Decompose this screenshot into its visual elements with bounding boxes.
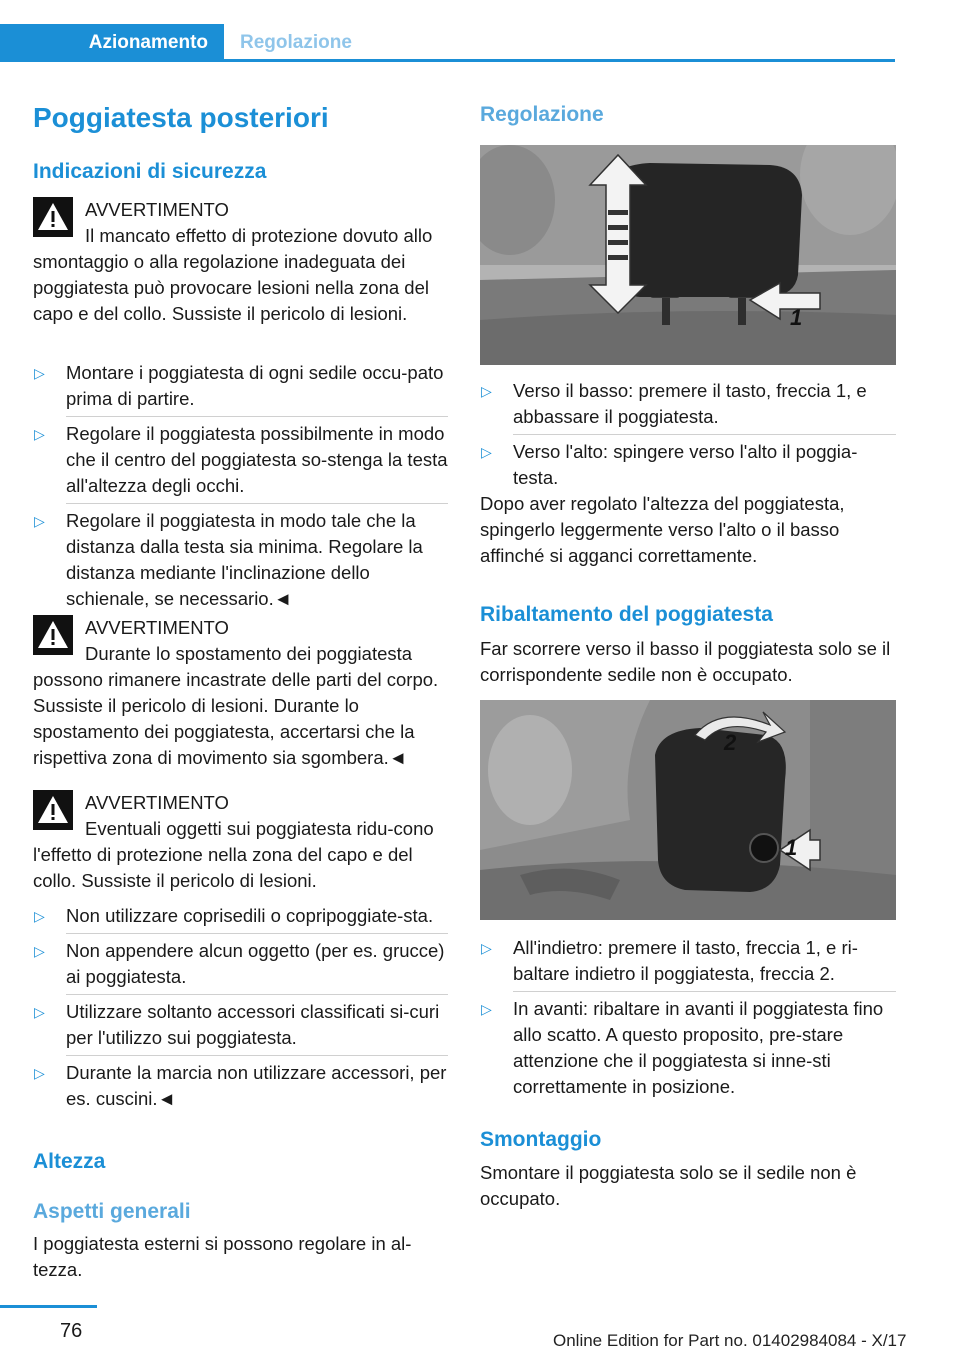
headrest-height-figure (480, 145, 896, 365)
fold-text: Far scorrere verso il basso il poggiatesta solo se il corrispondente sedile non è occupato. (480, 638, 891, 685)
warning-title: AVVERTIMENTO (85, 199, 229, 220)
safety-list-1 (33, 360, 448, 612)
triangle-right-icon: ▷ (34, 513, 45, 529)
warning-body: Eventuali oggetti sui poggiatesta ridu-cono l'effetto di protezione nella zona del capo e del collo. Sussiste il pericolo di lesioni. (33, 818, 434, 891)
list-item: ▷ Non appendere alcun oggetto (per es. grucce) ai poggiatesta. (33, 938, 448, 995)
footer-edition: Online Edition for Part no. 01402984084 - X/17 (553, 1331, 907, 1350)
headrest-fold-figure (480, 700, 896, 920)
headrest-height-illustration (480, 145, 896, 365)
adjust-text: Dopo aver regolato l'altezza del poggiatesta, spingerlo leggermente verso l'alto o il basso affinché si agganci correttamente. (480, 493, 845, 566)
fold-list (480, 935, 896, 1100)
triangle-right-icon: ▷ (34, 908, 45, 924)
arrow-label-2: 2 (724, 730, 737, 755)
page-number-rule (0, 1305, 97, 1308)
divider (66, 416, 448, 417)
list-item: ▷ Non utilizzare coprisedili o copripoggiate-sta. (33, 903, 448, 934)
triangle-right-icon: ▷ (481, 444, 492, 460)
arrow-label-1: 1 (785, 835, 798, 860)
headrest-fold-illustration (480, 700, 896, 920)
list-item: ▷ Verso l'alto: spingere verso l'alto il poggia-testa. (481, 441, 858, 488)
header-rule (224, 59, 895, 62)
triangle-right-icon: ▷ (481, 383, 492, 399)
divider (513, 991, 896, 992)
arrow-label-1: 1 (790, 305, 803, 330)
adjust-heading: Regolazione (480, 103, 604, 126)
triangle-right-icon: ▷ (34, 1004, 45, 1020)
list-item: ▷ Verso il basso: premere il tasto, freccia 1, e abbassare il poggiatesta. (480, 378, 896, 435)
adjust-list (480, 378, 896, 491)
tab-azionamento[interactable]: Azionamento (0, 24, 224, 62)
list-item: ▷ All'indietro: premere il tasto, freccia 1, e ri-baltare indietro il poggiatesta, freccia 2. (480, 935, 896, 992)
removal-text: Smontare il poggiatesta solo se il sedile non è occupato. (480, 1162, 857, 1209)
warning-title: AVVERTIMENTO (85, 792, 229, 813)
height-heading: Altezza (33, 1150, 106, 1173)
triangle-right-icon: ▷ (34, 426, 45, 442)
divider (66, 503, 448, 504)
removal-heading: Smontaggio (480, 1128, 602, 1151)
triangle-right-icon: ▷ (481, 1001, 492, 1017)
warning-body: Durante lo spostamento dei poggiatesta possono rimanere incastrate delle parti del corpo. Sussiste il pericolo di lesioni. Durante lo spostamento dei poggiatesta, accertarsi che la rispettiva zona di movimento sia sgombera.◄ (33, 643, 439, 768)
list-item: ▷ Montare i poggiatesta di ogni sedile occu-pato prima di partire. (33, 360, 448, 417)
fold-heading: Ribaltamento del poggiatesta (480, 603, 773, 626)
list-item: ▷ In avanti: ribaltare in avanti il poggiatesta fino allo scatto. A questo proposito, pre-stare attenzione che il poggiatesta si inne-sti correttamente in posizione. (481, 998, 884, 1097)
divider (513, 434, 896, 435)
safety-heading: Indicazioni di sicurezza (33, 160, 267, 183)
page-title: Poggiatesta posteriori (33, 102, 329, 133)
tab-regolazione[interactable]: Regolazione (240, 32, 352, 53)
triangle-right-icon: ▷ (34, 943, 45, 959)
divider (66, 933, 448, 934)
triangle-right-icon: ▷ (34, 365, 45, 381)
divider (66, 994, 448, 995)
warning-title: AVVERTIMENTO (85, 617, 229, 638)
safety-list-2 (33, 903, 448, 1112)
list-item: ▷ Regolare il poggiatesta possibilmente in modo che il centro del poggiatesta so-stenga la testa all'altezza degli occhi. (33, 421, 448, 504)
general-text: I poggiatesta esterni si possono regolare in al-tezza. (33, 1233, 412, 1280)
triangle-right-icon: ▷ (34, 1065, 45, 1081)
header-tabs (0, 24, 895, 62)
general-heading: Aspetti generali (33, 1200, 191, 1223)
triangle-right-icon: ▷ (481, 940, 492, 956)
list-item: ▷ Durante la marcia non utilizzare accessori, per es. cuscini.◄ (34, 1062, 447, 1109)
warning-body: Il mancato effetto di protezione dovuto allo smontaggio o alla regolazione inadeguata dei poggiatesta può provocare lesioni nella zona del capo e del collo. Sussiste il pericolo di lesioni. (33, 225, 433, 324)
page-number: 76 (60, 1320, 83, 1342)
list-item: ▷ Regolare il poggiatesta in modo tale che la distanza dalla testa sia minima. Regolare la distanza mediante l'inclinazione dello schienale, se necessario.◄ (34, 510, 423, 609)
list-item: ▷ Utilizzare soltanto accessori classificati si-curi per l'utilizzo sui poggiatesta. (33, 999, 448, 1056)
divider (66, 1055, 448, 1056)
